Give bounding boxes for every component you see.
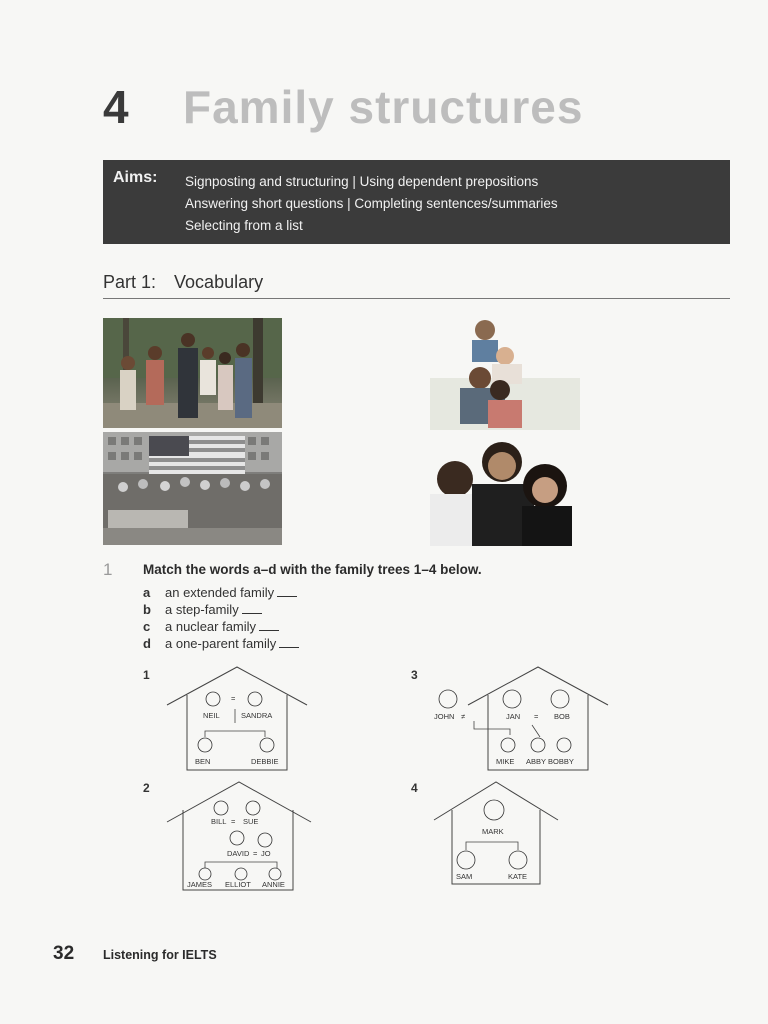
tree-number: 1 [143,668,150,682]
aims-box [103,160,730,244]
svg-text:=: = [231,817,236,826]
chapter-number: 4 [103,81,129,133]
person-name: ELLIOT [225,880,251,889]
family-tree-2 [165,780,313,892]
face-icon [258,833,272,847]
exercise-number: 1 [103,560,113,579]
person-name: MIKE [496,757,515,766]
photo-teen-siblings [420,434,585,546]
answer-blank[interactable] [277,596,297,597]
item-letter: b [143,602,151,617]
tree-number: 4 [411,781,418,795]
item-text: a one-parent family [165,636,277,651]
person-name: ABBY [526,757,547,766]
item-text: an extended family [165,585,275,600]
face-icon [484,800,504,820]
exercise-instruction: Match the words a–d with the family trees 1–4 below. [143,562,482,577]
face-icon [551,690,569,708]
face-icon [269,868,281,880]
part-title: Vocabulary [174,272,264,292]
face-icon [439,690,457,708]
family-tree-1 [165,665,310,775]
face-icon [235,868,247,880]
family-tree-4 [432,780,562,890]
face-icon [501,738,515,752]
answer-blank[interactable] [259,630,279,631]
person-name: SAM [456,872,473,881]
photo-family-piggyback [430,318,580,430]
person-name: MARK [482,827,504,836]
item-letter: d [143,636,151,651]
person-name: JAMES [187,880,213,889]
item-letter: a [143,585,151,600]
person-name: SUE [243,817,259,826]
face-icon [198,738,212,752]
person-name: DEBBIE [251,757,279,766]
face-icon [503,690,521,708]
person-name: JAN [506,712,521,721]
page-number: 32 [53,943,75,964]
item-letter: c [143,619,151,634]
aims-line: Answering short questions | Completing sentences/summaries [185,196,558,211]
person-name: ANNIE [262,880,285,889]
face-icon [214,801,228,815]
tree-number: 3 [411,668,418,682]
divider [103,298,730,299]
list-item [143,602,262,617]
aims-line: Signposting and structuring | Using dependent prepositions [185,174,539,189]
svg-text:=: = [253,849,258,858]
face-icon [248,692,262,706]
face-icon [557,738,571,752]
face-icon [509,851,527,869]
list-item [143,636,299,651]
photo-family-park [103,318,282,428]
person-name: NEIL [203,711,220,720]
face-icon [199,868,211,880]
aims-line: Selecting from a list [185,218,303,233]
family-tree-3 [430,665,610,775]
face-icon [206,692,220,706]
svg-text:=: = [534,712,539,721]
person-name: BOBBY [548,757,574,766]
answer-blank[interactable] [242,613,262,614]
svg-text:=: = [231,694,236,703]
person-name: JO [261,849,271,858]
person-name: DAVID [227,849,250,858]
tree-number: 2 [143,781,150,795]
part-label: Part 1: [103,272,157,292]
aims-list [185,171,558,237]
person-name: BOB [554,712,570,721]
list-item [143,585,297,600]
person-name: JOHN [434,712,455,721]
person-name: BILL [211,817,227,826]
aims-label: Aims: [113,169,158,186]
face-icon [260,738,274,752]
face-icon [531,738,545,752]
photo-extended-family-flag [103,432,282,545]
part-heading [103,272,263,293]
answer-blank[interactable] [279,647,299,648]
person-name: SANDRA [241,711,273,720]
face-icon [230,831,244,845]
face-icon [246,801,260,815]
item-text: a step-family [165,602,239,617]
person-name: BEN [195,757,211,766]
svg-text:≠: ≠ [461,712,466,721]
item-text: a nuclear family [165,619,257,634]
face-icon [457,851,475,869]
person-name: KATE [508,872,528,881]
chapter-title: Family structures [183,81,584,133]
book-title: Listening for IELTS [103,948,217,962]
list-item [143,619,279,634]
